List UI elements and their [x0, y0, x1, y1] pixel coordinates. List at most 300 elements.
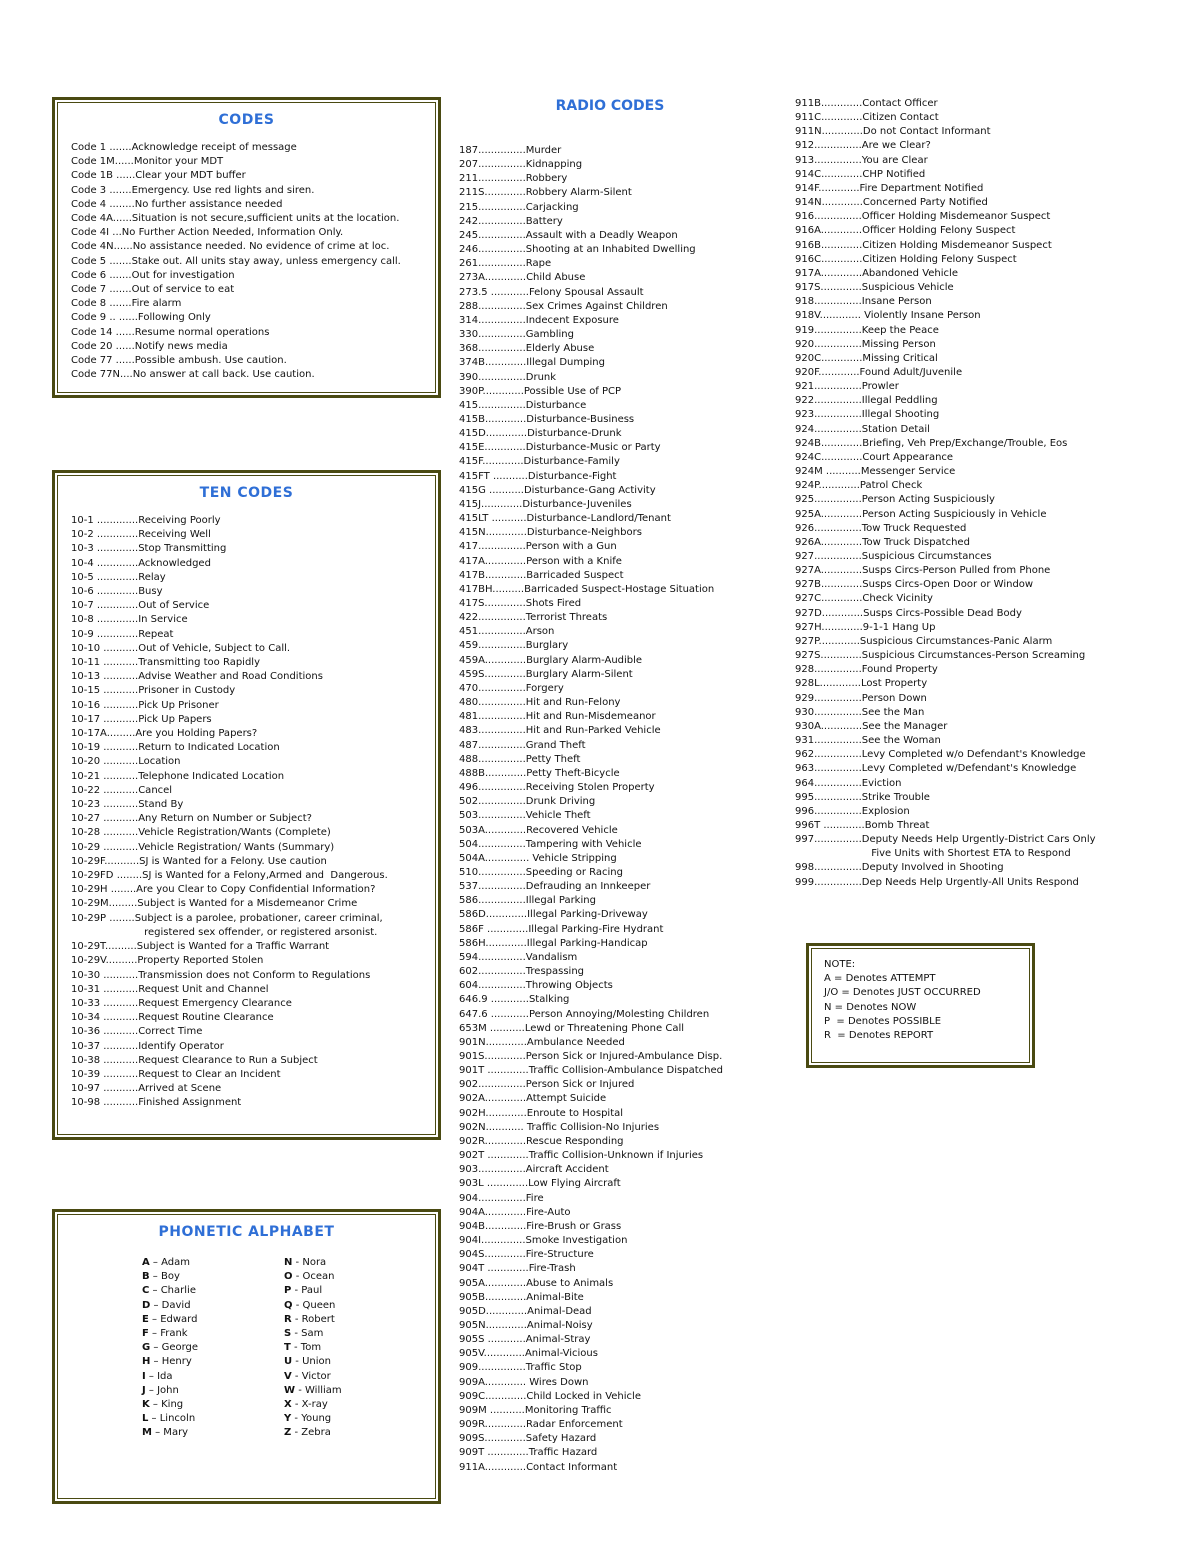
- code-entry: Code 20 ......Notify news media: [71, 340, 228, 352]
- radio-code-entry: 909T .............Traffic Hazard: [459, 1447, 598, 1459]
- radio-code-entry: 242...............Battery: [459, 215, 563, 227]
- ten-codes-title: TEN CODES: [199, 485, 294, 501]
- code-entry: Code 9 .. ......Following Only: [71, 312, 211, 324]
- note-entry: NOTE:: [824, 959, 856, 970]
- radio-code-entry: 913...............You are Clear: [795, 154, 928, 166]
- phonetic-letter: F: [142, 1328, 149, 1340]
- radio-code-entry: 926...............Tow Truck Requested: [795, 522, 967, 534]
- phonetic-word: - Young: [291, 1413, 332, 1425]
- radio-code-entry: 390...............Drunk: [459, 371, 557, 383]
- radio-code-entry: Five Units with Shortest ETA to Respond: [795, 848, 1071, 860]
- radio-code-entry: 926A.............Tow Truck Dispatched: [795, 536, 970, 548]
- radio-code-entry: 927B.............Susps Circs-Open Door or Window: [795, 579, 1034, 591]
- phonetic-letter: N: [284, 1257, 293, 1268]
- ten-code-entry: 10-9 .............Repeat: [71, 628, 174, 640]
- phonetic-word: – George: [150, 1342, 199, 1354]
- radio-code-entry: 415F.............Disturbance-Family: [459, 456, 620, 468]
- phonetic-entry: [284, 1384, 342, 1398]
- radio-code-entry: 510...............Speeding or Racing: [459, 866, 623, 878]
- radio-code-entry: 273.5 ............Felony Spousal Assault: [459, 286, 644, 298]
- code-entry: Code 1 .......Acknowledge receipt of message: [71, 142, 297, 153]
- radio-code-entry: 451...............Arson: [459, 626, 555, 638]
- code-entry: Code 4 ........No further assistance needed: [71, 198, 283, 210]
- code-entry: Code 1B ......Clear your MDT buffer: [71, 170, 246, 182]
- radio-code-entry: 187...............Murder: [459, 145, 562, 156]
- radio-code-entry: 909S.............Safety Hazard: [459, 1433, 597, 1445]
- radio-code-entry: 904S.............Fire-Structure: [459, 1249, 594, 1261]
- radio-code-entry: 918V............. Violently Insane Person: [795, 310, 981, 322]
- ten-code-entry: 10-10 ...........Out of Vehicle, Subject to Call.: [71, 642, 291, 654]
- radio-code-entry: 916C.............Citizen Holding Felony Suspect: [795, 253, 1017, 265]
- phonetic-entry: [284, 1256, 342, 1270]
- radio-code-entry: 931...............See the Woman: [795, 735, 941, 747]
- phonetic-letter: K: [142, 1399, 150, 1411]
- radio-code-entry: 916...............Officer Holding Misdemeanor Suspect: [795, 211, 1051, 223]
- ten-code-entry: 10-38 ...........Request Clearance to Run a Subject: [71, 1054, 318, 1066]
- phonetic-letter: O: [284, 1271, 293, 1283]
- phonetic-letter: A: [142, 1257, 150, 1268]
- radio-code-entry: 905V.............Animal-Vicious: [459, 1348, 598, 1360]
- phonetic-word: - Union: [292, 1356, 331, 1368]
- ten-code-entry: 10-37 ...........Identify Operator: [71, 1040, 224, 1052]
- ten-code-entry: 10-15 ...........Prisoner in Custody: [71, 685, 236, 697]
- phonetic-letter: J: [142, 1384, 146, 1396]
- radio-code-entry: 998...............Deputy Involved in Shooting: [795, 862, 1004, 874]
- codes-title: CODES: [218, 112, 275, 128]
- radio-code-entry: 904...............Fire: [459, 1192, 544, 1204]
- radio-code-entry: 909C.............Child Locked in Vehicle: [459, 1390, 641, 1402]
- phonetic-entry: [142, 1299, 198, 1313]
- radio-code-entry: 912...............Are we Clear?: [795, 140, 931, 152]
- radio-code-entry: 964...............Eviction: [795, 777, 902, 789]
- ten-code-entry: registered sex offender, or registered arsonist.: [71, 926, 378, 938]
- phonetic-entry: [284, 1313, 342, 1327]
- radio-code-entry: 586F .............Illegal Parking-Fire Hydrant: [459, 923, 664, 935]
- radio-code-entry: 924B.............Briefing, Veh Prep/Exchange/Trouble, Eos: [795, 437, 1068, 449]
- code-entry: Code 5 .......Stake out. All units stay away, unless emergency call.: [71, 255, 401, 267]
- radio-code-entry: 924...............Station Detail: [795, 423, 930, 435]
- phonetic-entry: [142, 1398, 198, 1412]
- radio-code-entry: 901S.............Person Sick or Injured-Ambulance Disp.: [459, 1051, 723, 1062]
- phonetic-left-column: [142, 1256, 198, 1441]
- radio-code-entry: 246...............Shooting at an Inhabited Dwelling: [459, 244, 696, 256]
- radio-code-entry: 925...............Person Acting Suspiciously: [795, 494, 995, 506]
- phonetic-entry: [284, 1412, 342, 1426]
- phonetic-word: - Tom: [290, 1342, 322, 1354]
- phonetic-letter: X: [284, 1399, 292, 1411]
- ten-code-entry: 10-29T..........Subject is Wanted for a Traffic Warrant: [71, 941, 330, 953]
- radio-code-entry: 374B.............Illegal Dumping: [459, 357, 605, 369]
- phonetic-entry: [284, 1270, 342, 1284]
- radio-code-entry: 905D.............Animal-Dead: [459, 1305, 592, 1317]
- radio-code-entry: 921...............Prowler: [795, 381, 899, 393]
- ten-code-entry: 10-29H ........Are you Clear to Copy Confidential Information?: [71, 884, 376, 896]
- note-entry: A = Denotes ATTEMPT: [824, 973, 936, 985]
- phonetic-letter: E: [142, 1313, 149, 1325]
- phonetic-entry: [142, 1384, 198, 1398]
- radio-code-entry: 415...............Disturbance: [459, 399, 587, 411]
- radio-code-entry: 904T .............Fire-Trash: [459, 1263, 576, 1275]
- phonetic-box: [52, 1209, 441, 1504]
- radio-code-entry: 417S.............Shots Fired: [459, 598, 582, 609]
- radio-code-entry: 996...............Explosion: [795, 805, 910, 817]
- radio-code-entry: 995...............Strike Trouble: [795, 791, 930, 803]
- radio-code-entry: 488...............Petty Theft: [459, 753, 581, 765]
- radio-code-entry: 415J.............Disturbance-Juveniles: [459, 498, 632, 510]
- ten-code-entry: 10-6 .............Busy: [71, 586, 163, 598]
- radio-code-entry: 914F.............Fire Department Notified: [795, 182, 984, 194]
- radio-code-entry: 911A.............Contact Informant: [459, 1461, 618, 1473]
- ten-code-entry: 10-98 ...........Finished Assignment: [71, 1097, 242, 1109]
- ten-code-entry: 10-27 ...........Any Return on Number or Subject?: [71, 813, 312, 825]
- radio-code-entry: 647.6 ............Person Annoying/Molesting Children: [459, 1008, 710, 1020]
- phonetic-word: – Charlie: [149, 1285, 196, 1297]
- radio-code-entry: 916B.............Citizen Holding Misdemeanor Suspect: [795, 239, 1052, 251]
- phonetic-entry: [142, 1327, 198, 1341]
- code-entry: Code 6 .......Out for investigation: [71, 269, 235, 281]
- ten-code-entry: 10-20 ...........Location: [71, 756, 181, 768]
- note-entry: R = Denotes REPORT: [824, 1030, 934, 1042]
- radio-code-entry: 924P.............Patrol Check: [795, 480, 923, 492]
- codes-list: [71, 141, 401, 382]
- ten-code-entry: 10-4 .............Acknowledged: [71, 557, 211, 569]
- radio-code-entry: 929...............Person Down: [795, 692, 927, 704]
- radio-code-entry: 905A.............Abuse to Animals: [459, 1277, 614, 1289]
- radio-codes-title: RADIO CODES: [555, 98, 665, 114]
- ten-code-entry: 10-21 ...........Telephone Indicated Location: [71, 770, 285, 782]
- radio-code-entry: 496...............Receiving Stolen Property: [459, 782, 655, 794]
- phonetic-entry: [142, 1256, 198, 1270]
- radio-code-entry: 488B.............Petty Theft-Bicycle: [459, 767, 620, 779]
- ten-code-entry: 10-8 .............In Service: [71, 614, 188, 626]
- radio-code-entry: 902T .............Traffic Collision-Unknown if Injuries: [459, 1150, 704, 1162]
- codes-box: [52, 97, 441, 398]
- radio-code-entry: 920...............Missing Person: [795, 338, 936, 350]
- phonetic-letter: S: [284, 1328, 292, 1340]
- radio-code-entry: 999...............Dep Needs Help Urgently-All Units Respond: [795, 876, 1079, 888]
- radio-code-entry: 417BH..........Barricaded Suspect-Hostage Situation: [459, 583, 715, 595]
- radio-code-entry: 481...............Hit and Run-Misdemeanor: [459, 711, 656, 723]
- phonetic-letter: L: [142, 1413, 149, 1425]
- radio-code-entry: 415N.............Disturbance-Neighbors: [459, 527, 642, 539]
- note-entry: N = Denotes NOW: [824, 1001, 917, 1013]
- radio-code-entry: 927S.............Suspicious Circumstances-Person Screaming: [795, 650, 1086, 662]
- radio-code-entry: 920F.............Found Adult/Juvenile: [795, 366, 963, 378]
- radio-code-entry: 417B.............Barricaded Suspect: [459, 569, 624, 581]
- ten-code-entry: 10-17A.........Are you Holding Papers?: [71, 728, 258, 740]
- radio-code-entry: 415B.............Disturbance-Business: [459, 413, 635, 425]
- ten-code-entry: 10-3 .............Stop Transmitting: [71, 543, 227, 555]
- radio-code-entry: 909...............Traffic Stop: [459, 1362, 582, 1374]
- ten-code-entry: 10-29P ........Subject is a parolee, probationer, career criminal,: [71, 912, 383, 924]
- phonetic-entry: [142, 1270, 198, 1284]
- radio-code-entry: 916A.............Officer Holding Felony Suspect: [795, 225, 1016, 237]
- phonetic-word: – Ida: [145, 1370, 173, 1382]
- radio-code-entry: 415D.............Disturbance-Drunk: [459, 428, 622, 440]
- radio-code-entry: 901T .............Traffic Collision-Ambulance Dispatched: [459, 1065, 723, 1077]
- phonetic-entry: [142, 1370, 198, 1384]
- radio-code-entry: 273A.............Child Abuse: [459, 272, 586, 284]
- phonetic-letter: R: [284, 1313, 292, 1325]
- phonetic-word: – King: [149, 1399, 184, 1411]
- phonetic-letter: D: [142, 1299, 151, 1311]
- radio-codes-column-1: [459, 144, 723, 1475]
- phonetic-entry: [284, 1299, 342, 1313]
- phonetic-word: – Adam: [149, 1257, 190, 1268]
- note-box: [806, 943, 1035, 1068]
- phonetic-word: - X-ray: [291, 1399, 328, 1411]
- radio-code-entry: 902N............ Traffic Collision-No Injuries: [459, 1121, 660, 1133]
- ten-code-entry: 10-22 ...........Cancel: [71, 784, 173, 796]
- phonetic-letter: V: [284, 1370, 292, 1382]
- radio-code-entry: 911B.............Contact Officer: [795, 98, 938, 109]
- radio-code-entry: 930...............See the Man: [795, 706, 925, 718]
- radio-code-entry: 422...............Terrorist Threats: [459, 612, 608, 624]
- ten-code-entry: 10-29M.........Subject is Wanted for a Misdemeanor Crime: [71, 898, 358, 910]
- phonetic-word: - William: [295, 1384, 342, 1396]
- radio-codes-column-2: [795, 97, 1096, 890]
- code-entry: Code 77 ......Possible ambush. Use caution.: [71, 355, 287, 367]
- radio-code-entry: 207...............Kidnapping: [459, 159, 583, 171]
- radio-code-entry: 903...............Aircraft Accident: [459, 1164, 609, 1176]
- phonetic-letter: G: [142, 1342, 151, 1354]
- radio-code-entry: 904B.............Fire-Brush or Grass: [459, 1220, 622, 1232]
- radio-code-entry: 415FT ...........Disturbance-Fight: [459, 470, 617, 482]
- ten-code-entry: 10-11 ...........Transmitting too Rapidly: [71, 657, 260, 669]
- ten-code-entry: 10-7 .............Out of Service: [71, 600, 210, 612]
- code-entry: Code 14 ......Resume normal operations: [71, 326, 270, 338]
- ten-code-entry: 10-29V..........Property Reported Stolen: [71, 955, 264, 967]
- phonetic-word: – Frank: [148, 1328, 188, 1340]
- phonetic-letter: I: [142, 1370, 146, 1382]
- radio-code-entry: 909R.............Radar Enforcement: [459, 1419, 623, 1431]
- phonetic-letter: C: [142, 1285, 150, 1297]
- phonetic-word: - Paul: [291, 1285, 323, 1297]
- radio-code-entry: 503A.............Recovered Vehicle: [459, 824, 618, 836]
- note-list: [824, 958, 981, 1043]
- radio-code-entry: 922...............Illegal Peddling: [795, 395, 938, 407]
- radio-code-entry: 368...............Elderly Abuse: [459, 343, 595, 355]
- radio-code-entry: 914N.............Concerned Party Notified: [795, 197, 988, 209]
- code-entry: Code 3 .......Emergency. Use red lights and siren.: [71, 184, 315, 196]
- radio-code-entry: 905S ............Animal-Stray: [459, 1334, 591, 1346]
- radio-code-entry: 459S.............Burglary Alarm-Silent: [459, 668, 633, 680]
- radio-code-entry: 261...............Rape: [459, 258, 552, 270]
- ten-code-entry: 10-33 ...........Request Emergency Clearance: [71, 997, 292, 1009]
- radio-code-entry: 903L .............Low Flying Aircraft: [459, 1178, 621, 1190]
- radio-code-entry: 905N.............Animal-Noisy: [459, 1319, 593, 1331]
- code-entry: Code 7 .......Out of service to eat: [71, 284, 235, 296]
- phonetic-entry: [142, 1313, 198, 1327]
- phonetic-word: - Ocean: [292, 1271, 335, 1283]
- ten-code-entry: 10-29F...........SJ is Wanted for a Felony. Use caution: [71, 855, 327, 867]
- radio-code-entry: 483...............Hit and Run-Parked Vehicle: [459, 725, 661, 737]
- phonetic-word: - Victor: [291, 1370, 331, 1382]
- ten-code-entry: 10-31 ...........Request Unit and Channel: [71, 983, 269, 995]
- ten-code-entry: 10-23 ...........Stand By: [71, 799, 184, 811]
- radio-code-entry: 459A.............Burglary Alarm-Audible: [459, 654, 643, 666]
- radio-code-entry: 914C.............CHP Notified: [795, 168, 926, 180]
- code-entry: Code 77N....No answer at call back. Use caution.: [71, 369, 315, 381]
- ten-code-entry: 10-13 ...........Advise Weather and Road Conditions: [71, 671, 323, 683]
- phonetic-letter: Q: [284, 1299, 293, 1311]
- radio-code-entry: 930A.............See the Manager: [795, 720, 948, 732]
- code-entry: Code 8 .......Fire alarm: [71, 298, 182, 310]
- radio-code-entry: 586D.............Illegal Parking-Driveway: [459, 909, 648, 921]
- phonetic-word: - Nora: [292, 1257, 327, 1268]
- ten-code-entry: 10-29 ...........Vehicle Registration/ Wants (Summary): [71, 841, 335, 853]
- radio-code-entry: 925A.............Person Acting Suspiciously in Vehicle: [795, 508, 1047, 520]
- radio-code-entry: 917S.............Suspicious Vehicle: [795, 282, 954, 294]
- radio-code-entry: 928L.............Lost Property: [795, 678, 928, 690]
- radio-code-entry: 927D.............Susps Circs-Possible Dead Body: [795, 607, 1022, 619]
- note-entry: J/O = Denotes JUST OCCURRED: [824, 987, 981, 999]
- radio-code-entry: 902H.............Enroute to Hospital: [459, 1107, 624, 1119]
- phonetic-letter: B: [142, 1271, 150, 1283]
- ten-code-entry: 10-39 ...........Request to Clear an Incident: [71, 1068, 281, 1080]
- phonetic-word: – Edward: [148, 1313, 198, 1325]
- phonetic-title: PHONETIC ALPHABET: [158, 1224, 335, 1240]
- radio-code-entry: 504A.............. Vehicle Stripping: [459, 852, 617, 864]
- phonetic-entry: [284, 1426, 342, 1440]
- radio-code-entry: 330...............Gambling: [459, 329, 574, 341]
- radio-code-entry: 415LT ...........Disturbance-Landlord/Tenant: [459, 513, 671, 525]
- radio-code-entry: 904I..............Smoke Investigation: [459, 1235, 628, 1247]
- radio-code-entry: 459...............Burglary: [459, 640, 569, 652]
- phonetic-word: – Boy: [149, 1271, 180, 1283]
- radio-code-entry: 470...............Forgery: [459, 682, 564, 694]
- radio-code-entry: 902A.............Attempt Suicide: [459, 1093, 607, 1105]
- code-entry: Code 1M......Monitor your MDT: [71, 156, 224, 168]
- radio-code-entry: 390P.............Possible Use of PCP: [459, 385, 622, 397]
- radio-code-entry: 602...............Trespassing: [459, 966, 585, 978]
- radio-code-entry: 902...............Person Sick or Injured: [459, 1079, 635, 1091]
- radio-code-entry: 902R.............Rescue Responding: [459, 1135, 624, 1147]
- radio-code-entry: 415G ...........Disturbance-Gang Activity: [459, 484, 656, 496]
- phonetic-entry: [142, 1355, 198, 1369]
- code-entry: Code 4A......Situation is not secure,sufficient units at the location.: [71, 213, 400, 225]
- ten-code-entry: 10-1 .............Receiving Poorly: [71, 515, 221, 526]
- phonetic-entry: [142, 1426, 198, 1440]
- radio-code-entry: 211...............Robbery: [459, 173, 568, 185]
- radio-code-entry: 417A.............Person with a Knife: [459, 555, 622, 567]
- ten-code-entry: 10-19 ...........Return to Indicated Location: [71, 742, 280, 754]
- radio-code-entry: 905B.............Animal-Bite: [459, 1291, 584, 1303]
- radio-code-entry: 996T .............Bomb Threat: [795, 819, 930, 831]
- radio-code-entry: 917A.............Abandoned Vehicle: [795, 267, 958, 279]
- phonetic-entry: [142, 1412, 198, 1426]
- radio-code-entry: 962...............Levy Completed w/o Defendant's Knowledge: [795, 749, 1086, 761]
- radio-code-entry: 963...............Levy Completed w/Defendant's Knowledge: [795, 763, 1077, 775]
- phonetic-entry: [284, 1370, 342, 1384]
- ten-code-entry: 10-97 ...........Arrived at Scene: [71, 1083, 222, 1095]
- note-entry: P = Denotes POSSIBLE: [824, 1015, 942, 1027]
- phonetic-word: – Henry: [150, 1356, 192, 1368]
- radio-code-entry: 288...............Sex Crimes Against Children: [459, 300, 668, 312]
- radio-code-entry: 927C.............Check Vicinity: [795, 593, 933, 605]
- ten-code-entry: 10-36 ...........Correct Time: [71, 1026, 203, 1038]
- radio-code-entry: 919...............Keep the Peace: [795, 324, 939, 336]
- radio-code-entry: 480...............Hit and Run-Felony: [459, 697, 621, 709]
- radio-code-entry: 211S.............Robbery Alarm-Silent: [459, 187, 632, 199]
- radio-code-entry: 215...............Carjacking: [459, 201, 579, 213]
- radio-code-entry: 653M ...........Lewd or Threatening Phone Call: [459, 1022, 685, 1034]
- radio-code-entry: 924C.............Court Appearance: [795, 451, 954, 463]
- ten-code-entry: 10-2 .............Receiving Well: [71, 529, 211, 541]
- radio-code-entry: 918...............Insane Person: [795, 296, 932, 308]
- radio-code-entry: 314...............Indecent Exposure: [459, 314, 619, 326]
- code-entry: Code 4I ...No Further Action Needed, Information Only.: [71, 227, 344, 239]
- ten-code-entry: 10-5 .............Relay: [71, 571, 166, 583]
- phonetic-entry: [142, 1284, 198, 1298]
- radio-code-entry: 920C.............Missing Critical: [795, 352, 938, 364]
- code-entry: Code 4N......No assistance needed. No evidence of crime at loc.: [71, 241, 390, 253]
- phonetic-letter: Z: [284, 1427, 292, 1439]
- phonetic-word: – Lincoln: [148, 1413, 196, 1425]
- radio-code-entry: 586...............Illegal Parking: [459, 895, 596, 907]
- radio-code-entry: 502...............Drunk Driving: [459, 796, 596, 808]
- radio-code-entry: 904A.............Fire-Auto: [459, 1206, 571, 1218]
- radio-code-entry: 923...............Illegal Shooting: [795, 409, 940, 421]
- radio-code-entry: 504...............Tampering with Vehicle: [459, 838, 642, 850]
- phonetic-entry: [284, 1355, 342, 1369]
- ten-code-entry: 10-28 ...........Vehicle Registration/Wants (Complete): [71, 827, 331, 839]
- ten-codes-list: [71, 514, 388, 1111]
- phonetic-letter: M: [142, 1427, 152, 1439]
- phonetic-letter: Y: [284, 1413, 292, 1425]
- ten-code-entry: 10-29FD ........SJ is Wanted for a Felony,Armed and Dangerous.: [71, 870, 388, 882]
- radio-code-entry: 604...............Throwing Objects: [459, 980, 613, 992]
- phonetic-word: - Robert: [291, 1313, 335, 1325]
- radio-code-entry: 927P.............Suspicious Circumstances-Panic Alarm: [795, 635, 1053, 647]
- phonetic-right-column: [284, 1256, 342, 1441]
- radio-code-entry: 537...............Defrauding an Innkeeper: [459, 881, 651, 893]
- phonetic-letter: T: [284, 1342, 291, 1354]
- phonetic-letter: W: [284, 1384, 296, 1396]
- radio-code-entry: 487...............Grand Theft: [459, 739, 586, 751]
- radio-code-entry: 909A............. Wires Down: [459, 1376, 589, 1388]
- radio-code-entry: 927H.............9-1-1 Hang Up: [795, 621, 936, 633]
- radio-code-entry: 911N.............Do not Contact Informant: [795, 126, 991, 138]
- phonetic-letter: H: [142, 1356, 151, 1368]
- ten-code-entry: 10-30 ...........Transmission does not Conform to Regulations: [71, 969, 371, 981]
- ten-code-entry: 10-16 ...........Pick Up Prisoner: [71, 699, 219, 711]
- radio-code-entry: 415E.............Disturbance-Music or Party: [459, 442, 661, 454]
- radio-code-entry: 503...............Vehicle Theft: [459, 810, 591, 822]
- radio-code-entry: 586H.............Illegal Parking-Handicap: [459, 937, 648, 949]
- phonetic-word: – Mary: [151, 1427, 189, 1439]
- radio-code-entry: 911C.............Citizen Contact: [795, 112, 939, 124]
- ten-codes-box: [52, 470, 441, 1140]
- phonetic-letter: U: [284, 1356, 293, 1368]
- ten-code-entry: 10-34 ...........Request Routine Clearance: [71, 1012, 274, 1024]
- radio-code-entry: 928...............Found Property: [795, 664, 938, 676]
- radio-code-entry: 417...............Person with a Gun: [459, 541, 617, 553]
- radio-code-entry: 901N.............Ambulance Needed: [459, 1036, 625, 1048]
- phonetic-word: - Sam: [291, 1328, 324, 1340]
- radio-code-entry: 909M ...........Monitoring Traffic: [459, 1404, 612, 1416]
- phonetic-letter: P: [284, 1285, 292, 1297]
- phonetic-entry: [142, 1341, 198, 1355]
- phonetic-entry: [284, 1341, 342, 1355]
- radio-code-entry: 997...............Deputy Needs Help Urgently-District Cars Only: [795, 834, 1096, 846]
- phonetic-word: - Queen: [292, 1299, 336, 1311]
- phonetic-entry: [284, 1327, 342, 1341]
- radio-code-entry: 927A.............Susps Circs-Person Pulled from Phone: [795, 565, 1051, 577]
- ten-code-entry: 10-17 ...........Pick Up Papers: [71, 713, 212, 725]
- phonetic-word: - Zebra: [291, 1427, 331, 1439]
- phonetic-entry: [284, 1398, 342, 1412]
